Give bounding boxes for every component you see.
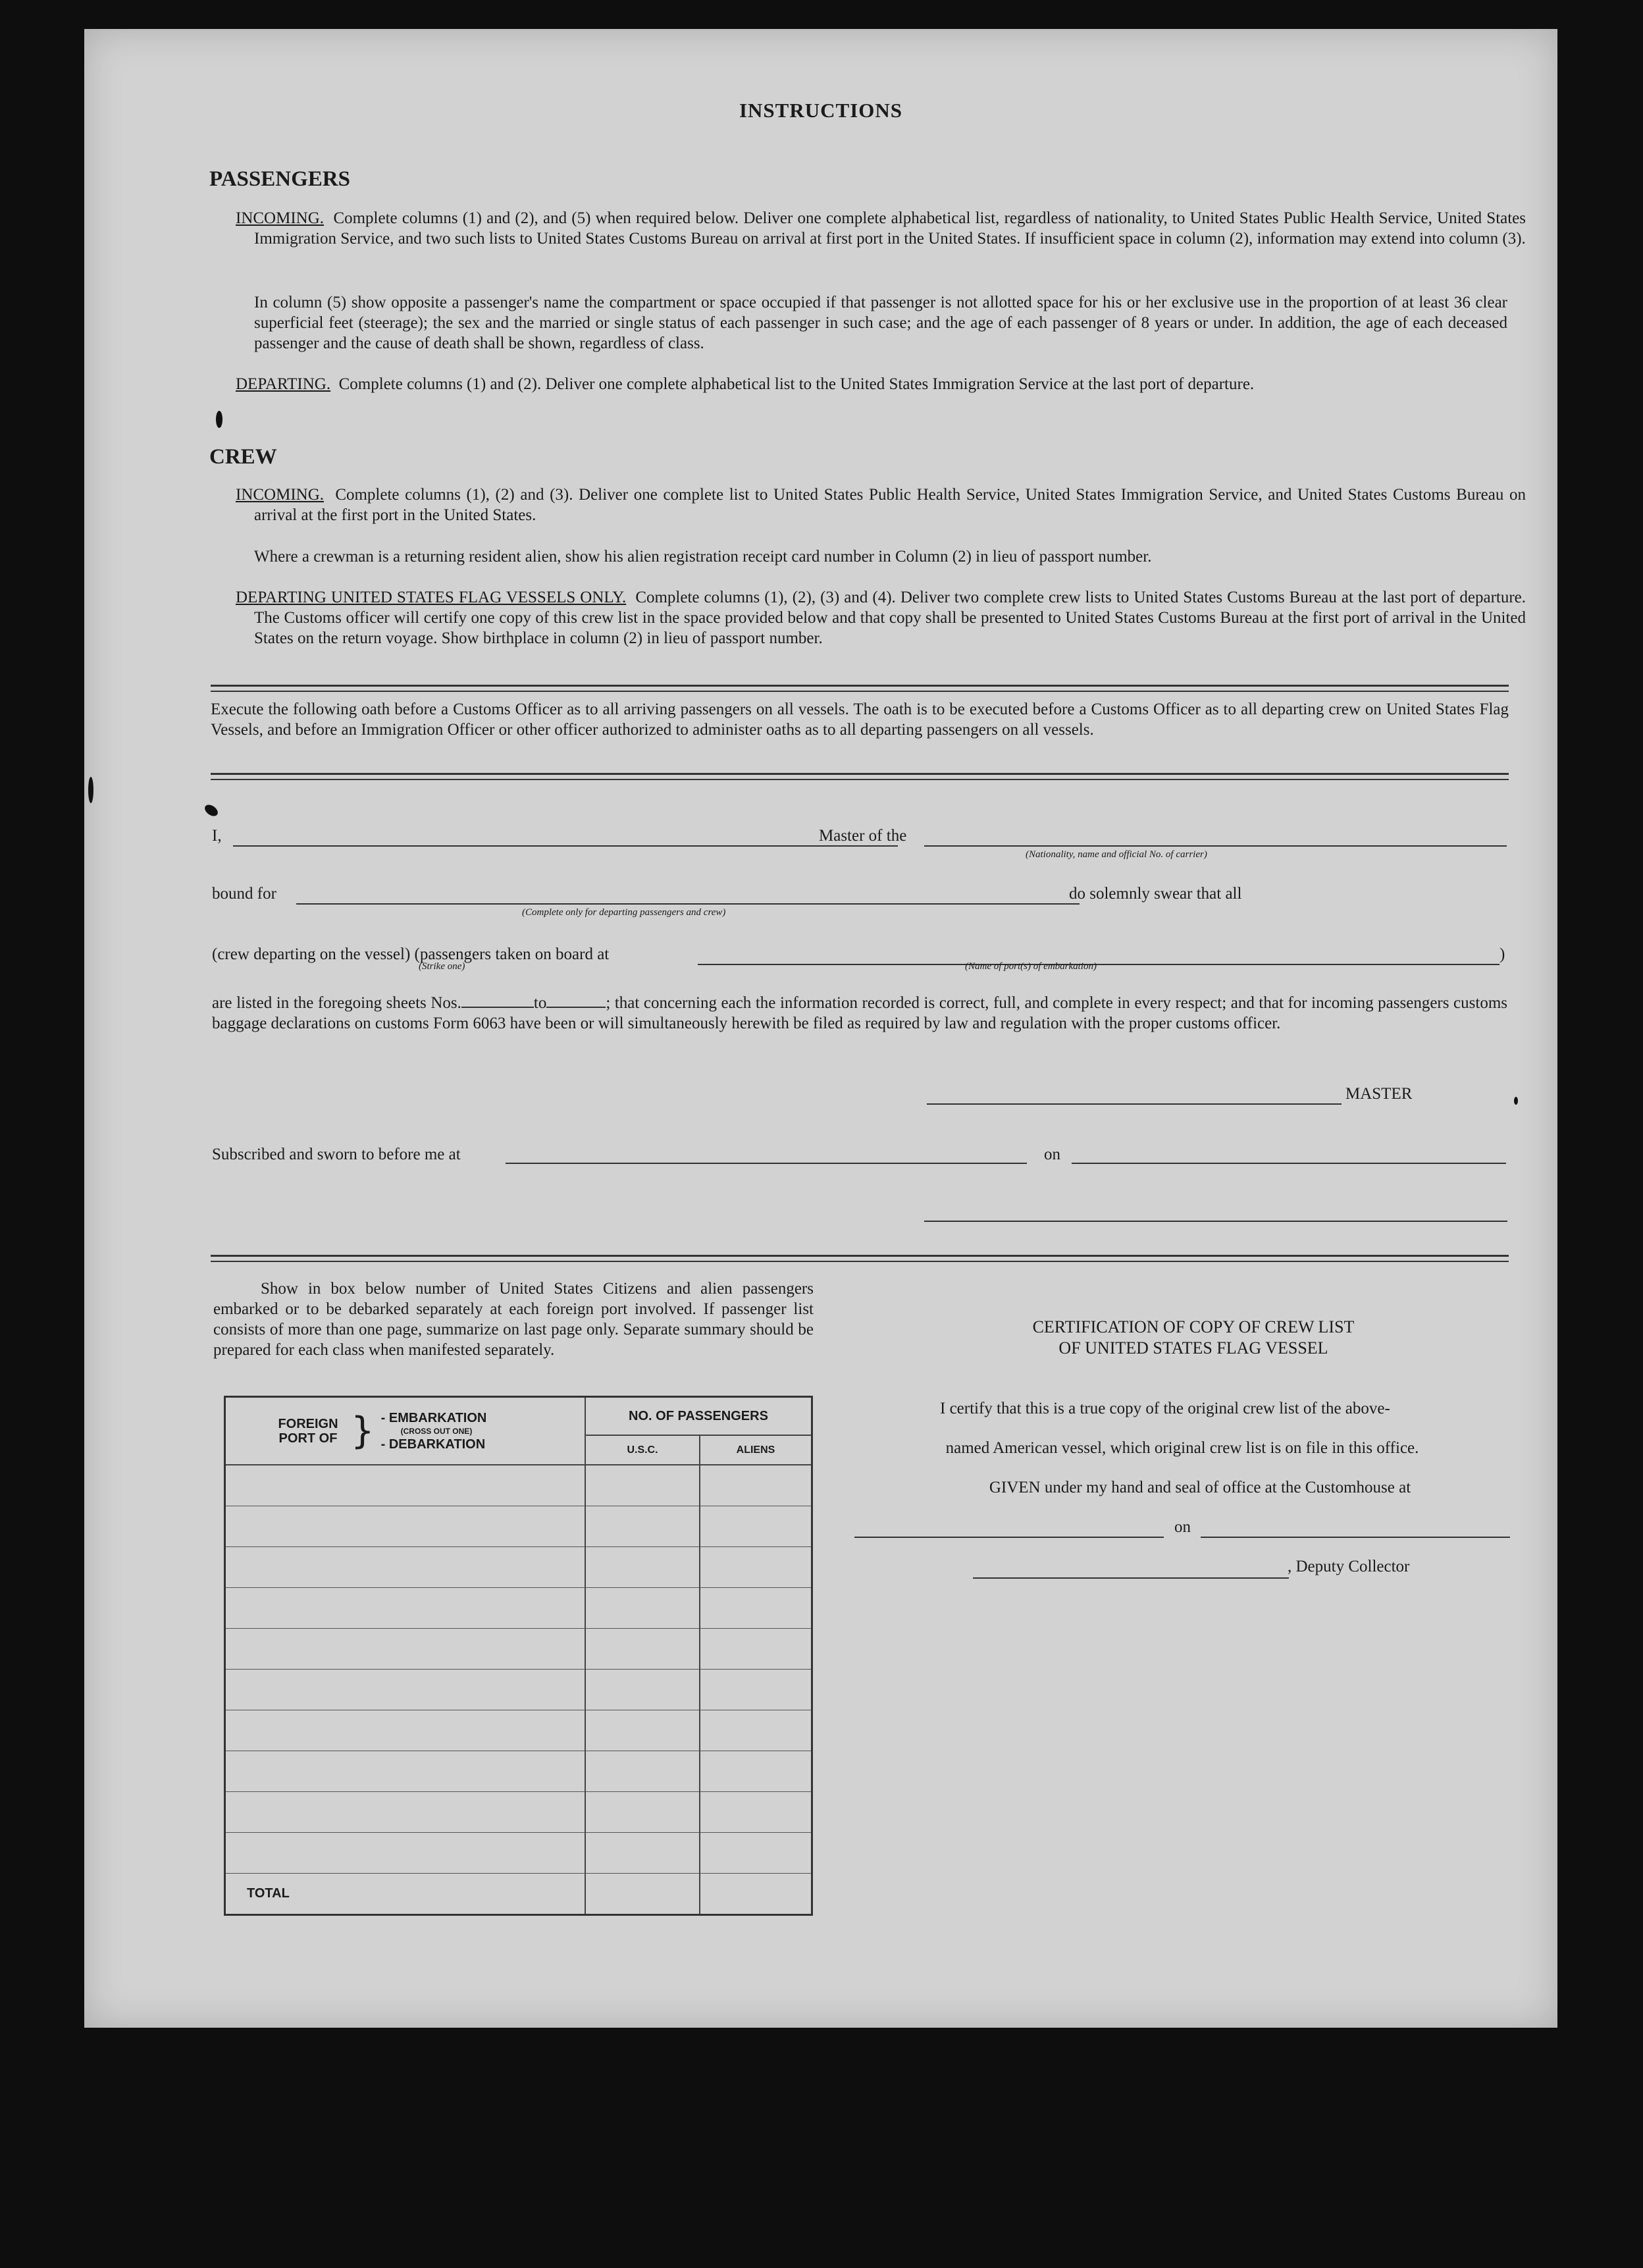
carrier-field[interactable] bbox=[924, 845, 1507, 847]
crew-incoming-para2: Where a crewman is a returning resident alien, show his alien registration receipt card number in Column (2) in lieu of passport number. bbox=[254, 548, 1152, 566]
aliens-cell[interactable] bbox=[700, 1751, 812, 1792]
usc-cell[interactable] bbox=[585, 1506, 700, 1547]
usc-cell[interactable] bbox=[585, 1710, 700, 1751]
officer-signature-field[interactable] bbox=[924, 1221, 1507, 1222]
aliens-cell[interactable] bbox=[700, 1506, 812, 1547]
usc-header-cell bbox=[585, 1435, 700, 1465]
cert-heading-line2: OF UNITED STATES FLAG VESSEL bbox=[1058, 1338, 1328, 1358]
table-row bbox=[225, 1832, 812, 1873]
table-row bbox=[225, 1629, 812, 1670]
passengers-header-cell bbox=[585, 1397, 812, 1436]
summary-intro: Show in box below number of United States Citizens and alien passengers embarked or to be debarked separately at each foreign port involved. If passenger list consists of more than one page, summarize on last page only. Separate summary should be prepared for each class when manifested separately. bbox=[213, 1280, 814, 1359]
master-label: MASTER bbox=[1345, 1085, 1413, 1103]
total-row bbox=[225, 1873, 812, 1914]
port-cell[interactable] bbox=[225, 1506, 586, 1547]
aliens-cell[interactable] bbox=[700, 1465, 812, 1506]
table-row bbox=[225, 1751, 812, 1792]
crew-departing-term: DEPARTING UNITED STATES FLAG VESSELS ONLY. bbox=[236, 589, 627, 606]
divider-2 bbox=[211, 773, 1509, 780]
customhouse-field[interactable] bbox=[854, 1537, 1164, 1538]
cert-date-field[interactable] bbox=[1201, 1537, 1510, 1538]
listed-text-b: ; that concerning each the information recorded is correct, full, and complete in every respect; and bbox=[606, 994, 1255, 1012]
total-aliens-cell[interactable] bbox=[700, 1873, 812, 1914]
carrier-caption: (Nationality, name and official No. of carrier) bbox=[1026, 849, 1207, 860]
passengers-departing-text: Complete columns (1) and (2). Deliver one complete alphabetical list to the United States Immigration Service at the last port of departure. bbox=[338, 375, 1255, 393]
aliens-cell[interactable] bbox=[700, 1629, 812, 1670]
usc-cell[interactable] bbox=[585, 1832, 700, 1873]
passenger-summary-table bbox=[224, 1396, 813, 1916]
listed-to: to bbox=[533, 994, 547, 1012]
total-label-cell bbox=[225, 1873, 586, 1914]
usc-cell[interactable] bbox=[585, 1751, 700, 1792]
divider-3 bbox=[211, 1255, 1509, 1262]
crew-departing-para bbox=[236, 587, 1526, 648]
passengers-incoming-text: Complete columns (1) and (2), and (5) when required below. Deliver one complete alphabetical list, regardless of nationality, to United States Public Health Service, United States Immigration Service, and two such lists to United States Customs Bureau on arrival at first port in the United States. If insufficient space in column (2), information may extend into column (3). bbox=[254, 209, 1526, 248]
crew-incoming-text: Complete columns (1), (2) and (3). Deliver one complete list to United States Public Health Service, United States Immigration Service, and United States Customs Bureau on arrival at the first port in the United States. bbox=[254, 486, 1526, 524]
listed-text-c: that for incoming passengers customs baggage declarations on customs Form 6063 have been or will simultaneously herewith be filed as required by law and regulation with the proper customs officer. bbox=[212, 994, 1507, 1032]
master-signature-field[interactable] bbox=[927, 1103, 1342, 1105]
table-row bbox=[225, 1670, 812, 1710]
form-page bbox=[84, 29, 1557, 2028]
debarkation-option[interactable]: - DEBARKATION bbox=[380, 1437, 486, 1452]
sworn-on-label: on bbox=[1044, 1146, 1060, 1163]
cross-out-note: (CROSS OUT ONE) bbox=[400, 1426, 473, 1436]
crew-incoming-term: INCOMING. bbox=[236, 486, 325, 504]
swear-label: do solemnly swear that all bbox=[1069, 885, 1242, 903]
usc-cell[interactable] bbox=[585, 1629, 700, 1670]
divider-1 bbox=[211, 685, 1509, 692]
oath-intro: Execute the following oath before a Customs Officer as to all arriving passengers on all vessels. The oath is to be executed before a Customs Officer as to all departing crew on United States Flag Vessels, and before an Immigration Officer or other officer authorized to administer oaths as to all departing passengers on all vessels. bbox=[211, 700, 1509, 739]
no-of-passengers-header: NO. OF PASSENGERS bbox=[629, 1408, 768, 1423]
cert-on-label: on bbox=[1174, 1518, 1191, 1536]
table-row bbox=[225, 1792, 812, 1833]
aliens-cell[interactable] bbox=[700, 1832, 812, 1873]
port-cell[interactable] bbox=[225, 1547, 586, 1588]
usc-cell[interactable] bbox=[585, 1588, 700, 1629]
cert-line3: GIVEN under my hand and seal of office at the Customhouse at bbox=[989, 1479, 1411, 1496]
port-cell[interactable] bbox=[225, 1670, 586, 1710]
page-title: INSTRUCTIONS bbox=[739, 99, 902, 122]
usc-cell[interactable] bbox=[585, 1547, 700, 1588]
cert-line2: named American vessel, which original crew list is on file in this office. bbox=[945, 1439, 1419, 1457]
foreign-port-header: FOREIGN PORT OF bbox=[278, 1416, 338, 1446]
aliens-header: ALIENS bbox=[736, 1444, 775, 1456]
cert-heading-line1: CERTIFICATION OF COPY OF CREW LIST bbox=[1032, 1317, 1355, 1336]
deputy-collector-label: , Deputy Collector bbox=[1288, 1558, 1410, 1575]
passengers-departing-term: DEPARTING. bbox=[236, 375, 331, 393]
embarkation-port-field[interactable] bbox=[698, 964, 1500, 965]
embarkation-option[interactable]: - EMBARKATION bbox=[380, 1410, 487, 1425]
total-usc-cell[interactable] bbox=[585, 1873, 700, 1914]
bound-for-field[interactable] bbox=[296, 903, 1080, 905]
passengers-incoming-para bbox=[236, 208, 1526, 249]
ink-speck bbox=[88, 777, 93, 803]
ink-speck bbox=[1514, 1097, 1518, 1105]
subscribed-label: Subscribed and sworn to before me at bbox=[212, 1146, 461, 1163]
aliens-cell[interactable] bbox=[700, 1792, 812, 1833]
cert-line1: I certify that this is a true copy of the original crew list of the above- bbox=[940, 1400, 1390, 1417]
crew-departing-label: (crew departing on the vessel) (passengers taken on board at bbox=[212, 945, 610, 963]
port-cell[interactable] bbox=[225, 1832, 586, 1873]
aliens-cell[interactable] bbox=[700, 1588, 812, 1629]
sworn-date-field[interactable] bbox=[1072, 1163, 1506, 1164]
cert-heading bbox=[900, 1317, 1486, 1359]
passengers-incoming-para2: In column (5) show opposite a passenger's name the compartment or space occupied if that passenger is not allotted space for his or her exclusive use in the proportion of at least 36 clear superficial feet (steerage); the sex and the married or single status of each passenger in such case; and the age of each passenger of 8 years or under. In addition, the age of each deceased passenger and the cause of death shall be shown, regardless of class. bbox=[254, 294, 1507, 352]
bound-for-label: bound for bbox=[212, 885, 276, 903]
sworn-place-field[interactable] bbox=[506, 1163, 1027, 1164]
port-cell[interactable] bbox=[225, 1792, 586, 1833]
passengers-incoming-term: INCOMING. bbox=[236, 209, 325, 227]
sheet-from-field[interactable] bbox=[461, 1007, 534, 1008]
usc-cell[interactable] bbox=[585, 1792, 700, 1833]
master-name-field[interactable] bbox=[233, 845, 898, 847]
table-row bbox=[225, 1506, 812, 1547]
port-cell[interactable] bbox=[225, 1465, 586, 1506]
master-of-label: Master of the bbox=[819, 827, 907, 845]
sheet-to-field[interactable] bbox=[546, 1007, 606, 1008]
brace-icon: } bbox=[351, 1409, 375, 1452]
oath-i-label: I, bbox=[212, 827, 222, 845]
port-cell[interactable] bbox=[225, 1751, 586, 1792]
aliens-cell[interactable] bbox=[700, 1710, 812, 1751]
strike-caption: (Strike one) bbox=[419, 961, 465, 972]
table-row bbox=[225, 1465, 812, 1506]
table-row bbox=[225, 1710, 812, 1751]
aliens-cell[interactable] bbox=[700, 1670, 812, 1710]
table-row bbox=[225, 1588, 812, 1629]
port-header-cell bbox=[225, 1397, 586, 1465]
deputy-signature-field[interactable] bbox=[973, 1577, 1289, 1579]
bound-for-caption: (Complete only for departing passengers and crew) bbox=[522, 907, 726, 918]
ink-speck bbox=[203, 803, 220, 818]
port-cell[interactable] bbox=[225, 1588, 586, 1629]
port-cell[interactable] bbox=[225, 1629, 586, 1670]
usc-cell[interactable] bbox=[585, 1465, 700, 1506]
table-row bbox=[225, 1547, 812, 1588]
crew-departing-text: Complete columns (1), (2), (3) and (4). Deliver two complete crew lists to United States Customs Bureau at the last port of departure. The Customs officer will certify one copy of this crew list in the space provided below and that copy shall be presented to United States Customs Bureau at the first port of arrival in the United States on the return voyage. Show birthplace in column (2) in lieu of passport number. bbox=[254, 589, 1526, 647]
listed-text-a: are listed in the foregoing sheets Nos. bbox=[212, 994, 461, 1012]
crew-heading: CREW bbox=[209, 445, 277, 469]
port-caption: (Name of port(s) of embarkation) bbox=[965, 961, 1097, 972]
aliens-cell[interactable] bbox=[700, 1547, 812, 1588]
ink-speck bbox=[216, 411, 222, 428]
close-paren: ) bbox=[1500, 945, 1505, 963]
crew-incoming-para bbox=[236, 485, 1526, 525]
usc-header: U.S.C. bbox=[627, 1444, 658, 1456]
passengers-heading: PASSENGERS bbox=[209, 167, 350, 191]
port-cell[interactable] bbox=[225, 1710, 586, 1751]
aliens-header-cell bbox=[700, 1435, 812, 1465]
listed-para bbox=[212, 993, 1507, 1034]
total-label: TOTAL bbox=[247, 1886, 290, 1901]
usc-cell[interactable] bbox=[585, 1670, 700, 1710]
passengers-departing-para bbox=[236, 374, 1526, 394]
